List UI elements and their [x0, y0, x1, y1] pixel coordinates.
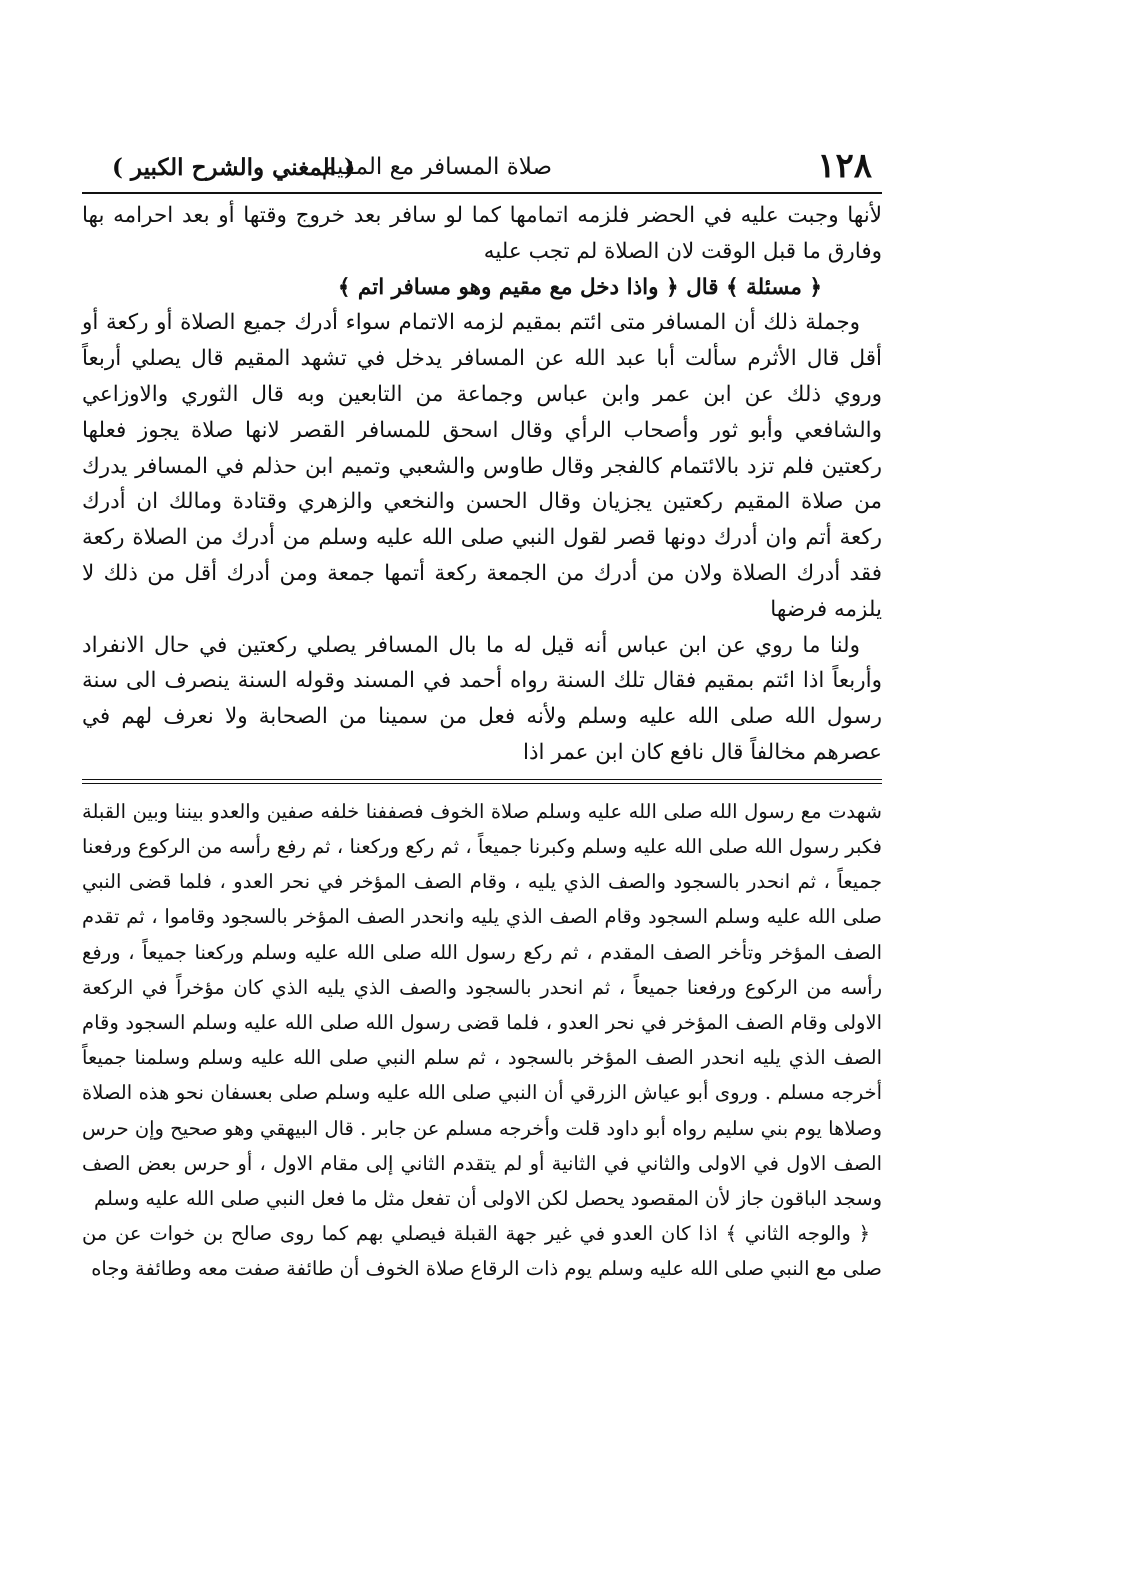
book-title: ( المغني والشرح الكبير ) [112, 154, 355, 181]
masala-heading: ﴿ مسئلة ﴾ قال ﴿ واذا دخل مع مقيم وهو مسافر اتم ﴾ [337, 274, 822, 300]
footnote-divider [82, 779, 882, 784]
book-page [82, 146, 883, 1530]
footnote-paragraph-2: ﴿ والوجه الثاني ﴾ اذا كان العدو في غير جهة القبلة فيصلي بهم كما روى صالح بن خوات عن من صلى مع النبي صلى الله عليه وسلم يوم ذات الرقاع صلاة الخوف أن طائفة صفت معه وطائفة وجاه [82, 1222, 882, 1281]
footnote-paragraph-1: شهدت مع رسول الله صلى الله عليه وسلم صلاة الخوف فصففنا خلفه صفين والعدو بيننا وبين القبلة فكبر رسول الله صلى الله عليه وسلم وكبرنا جميعاً ، ثم ركع وركعنا ، ثم رفع رأسه من الركوع ورفعنا جميعاً ، ثم انحدر بالسجود والصف الذي يليه ، وقام الصف المؤخر في نحر العدو ، فلما قضى النبي صلى الله عليه وسلم السجود وقام الصف الذي يليه وانحدر الصف المؤخر بالسجود وقاموا ، ثم تقدم الصف المؤخر وتأخر الصف المقدم ، ثم ركع رسول الله صلى الله عليه وسلم وركعنا جميعاً ، ورفع رأسه من الركوع ورفعنا جميعاً ، ثم انحدر بالسجود والصف الذي يليه الذي كان مؤخراً في الركعة الاولى وقام الصف المؤخر في نحر العدو ، فلما قضى رسول الله صلى الله عليه وسلم السجود وقام الصف الذي يليه انحدر الصف المؤخر بالسجود ، ثم سلم النبي صلى الله عليه وسلم وسلمنا جميعاً أخرجه مسلم . وروى أبو عياش الزرقي أن النبي صلى الله عليه وسلم صلى بعسفان نحو هذه الصلاة وصلاها يوم بني سليم رواه أبو داود قلت وأخرجه مسلم عن جابر . قال البيهقي وهو صحيح وإن حرس الصف الاول في الاولى والثاني في الثانية أو لم يتقدم الثاني إلى مقام الاول ، أو حرس بعض الصف وسجد الباقون جاز لأن المقصود يحصل لكن الاولى أن تفعل مثل ما فعل النبي صلى الله عليه وسلم [82, 799, 883, 1210]
footnote-text [82, 794, 882, 1287]
chapter-title: صلاة المسافر مع المقيم [321, 154, 552, 180]
main-paragraph-1: لأنها وجبت عليه في الحضر فلزمه اتمامها كما لو سافر بعد خروج وقتها أو بعد احرامه بها وفارق ما قبل الوقت لان الصلاة لم تجب عليه [82, 203, 882, 264]
page-header [82, 146, 882, 194]
main-paragraph-2: وجملة ذلك أن المسافر متى ائتم بمقيم لزمه الاتمام سواء أدرك جميع الصلاة أو ركعة أو أقل قال الأثرم سألت أبا عبد الله عن المسافر يدخل في تشهد المقيم قال يصلي أربعاً وروي ذلك عن ابن عمر وابن عباس وجماعة من التابعين وبه قال الثوري والاوزاعي والشافعي وأبو ثور وأصحاب الرأي وقال اسحق للمسافر القصر لانها صلاة يجوز فعلها ركعتين فلم تزد بالائتمام كالفجر وقال طاوس والشعبي وتميم ابن حذلم في المسافر يدرك من صلاة المقيم ركعتين يجزيان وقال الحسن والنخعي والزهري وقتادة ومالك ان أدرك ركعة أتم وان أدرك دونها قصر لقول النبي صلى الله عليه وسلم من أدرك من الصلاة ركعة فقد أدرك الصلاة ولان من أدرك من الجمعة ركعة أتمها جمعة ومن أدرك أقل من ذلك لا يلزمه فرضها [82, 310, 882, 622]
main-paragraph-3: ولنا ما روي عن ابن عباس أنه قيل له ما بال المسافر يصلي ركعتين في حال الانفراد وأربعاً اذا ائتم بمقيم فقال تلك السنة رواه أحمد في المسند وقوله السنة ينصرف الى سنة رسول الله صلى الله عليه وسلم ولأنه فعل من سمينا من الصحابة ولا نعرف لهم في عصرهم مخالفاً قال نافع كان ابن عمر اذا [82, 632, 882, 765]
page-number: ١٢٨ [817, 146, 872, 186]
main-text [82, 198, 882, 771]
